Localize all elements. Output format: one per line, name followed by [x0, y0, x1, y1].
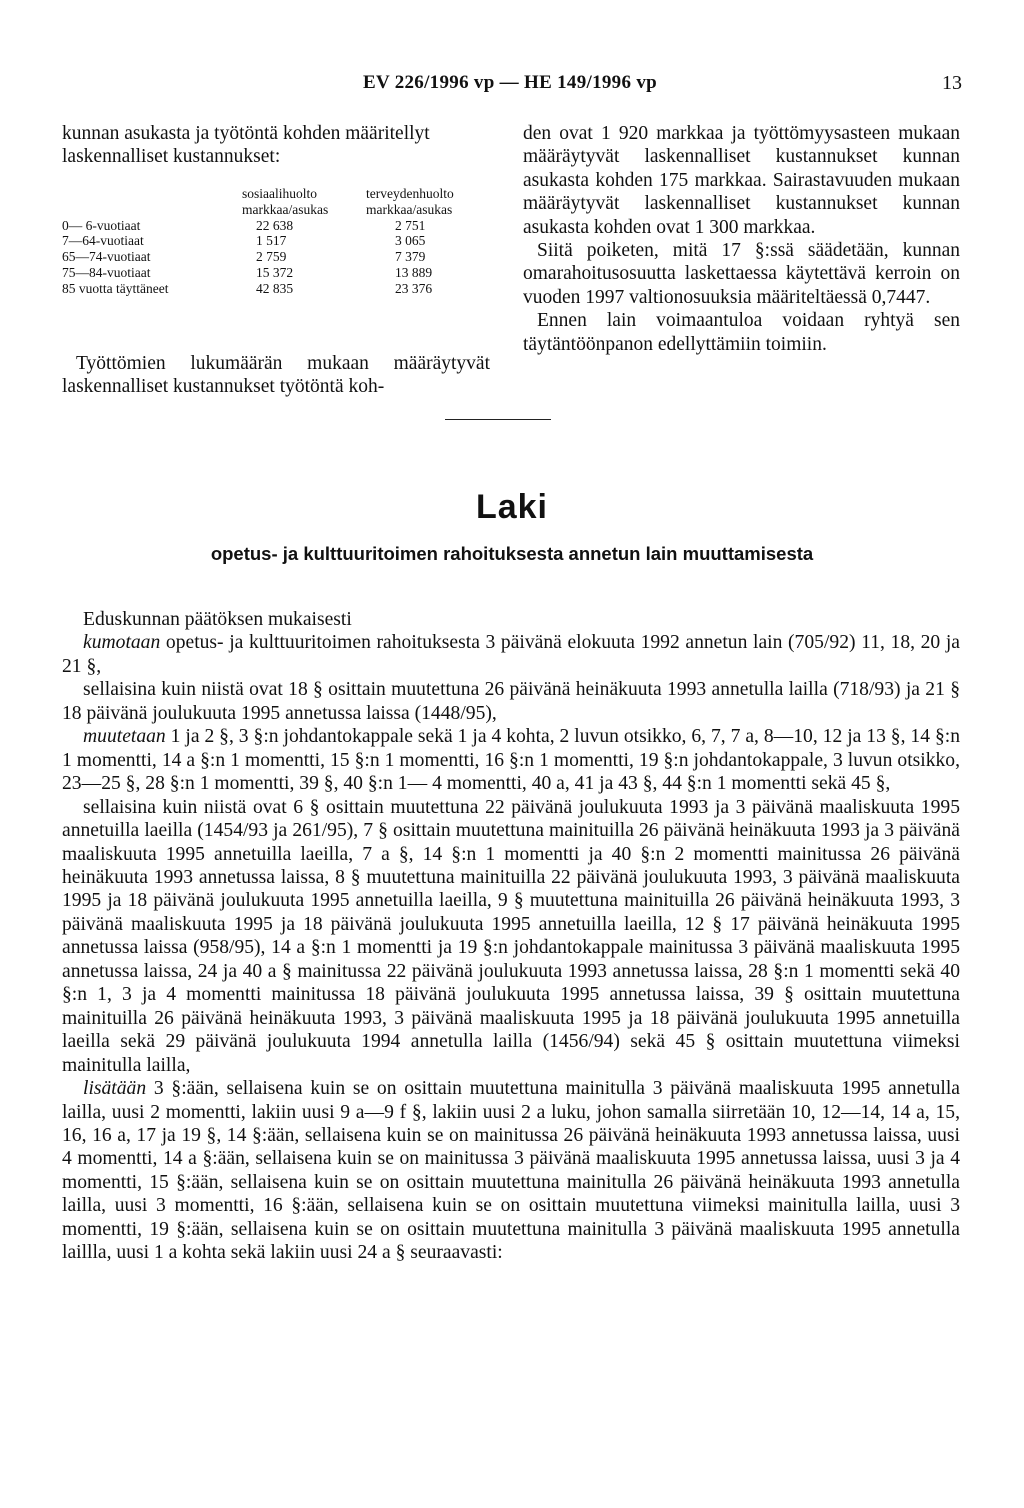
left-column-intro: [62, 122, 490, 169]
amend-paragraph: [62, 725, 960, 795]
row-value-health: 7 379: [395, 249, 426, 265]
amend-text: 1 ja 2 §, 3 §:n johdantokappale sekä 1 ja 4 kohta, 2 luvun otsikko, 6, 7, 7 a, 8—10, 12 ja 13 §, 14 §:n 1 momentti, 14 a §:n 1 momentti, 15 §:n 1 momentti, 16 §:n 1 momentti, 19 §:n johdantokappale, 3 luvun otsikko, 23—25 §, 28 §:n 1 momentti, 39 §, 40 §:n 1— 4 momentti, 40 a, 41 ja 43 §, 44 §:n 1 momentti sekä 45 §,: [62, 726, 960, 795]
row-label: 75—84-vuotiaat: [62, 264, 151, 280]
table-row: [62, 218, 492, 234]
row-label: 7—64-vuotiaat: [62, 233, 144, 249]
row-value-health: 3 065: [395, 233, 426, 249]
add-paragraph: [62, 1077, 960, 1265]
right-paragraph-3: Ennen lain voimaantuloa voidaan ryhtyä sen täytäntöönpanon edellyttämiin toimiin.: [523, 310, 960, 355]
row-value-social: 2 759: [256, 249, 287, 265]
row-value-social: 15 372: [256, 264, 294, 280]
table-header-row-2: [62, 202, 492, 218]
running-header-title: EV 226/1996 vp — HE 149/1996 vp: [363, 72, 657, 93]
row-value-social: 22 638: [256, 217, 294, 233]
page-header: [0, 72, 1024, 102]
right-paragraph-2: Siitä poiketen, mitä 17 §:ssä säädetään, kunnan omarahoitusosuutta laskettaessa käytettävä kerroin on vuoden 1997 valtionosuuksia määriteltäessä 0,7447.: [523, 240, 960, 308]
col2-header-line1: terveydenhuolto: [366, 186, 454, 201]
law-subtitle: opetus- ja kulttuuritoimen rahoituksesta annetun lain muuttamisesta: [210, 543, 814, 564]
law-body: [62, 608, 960, 1265]
row-value-health: 13 889: [395, 264, 433, 280]
right-column: [523, 122, 960, 356]
table-header-row-1: [62, 186, 492, 202]
repeal-paragraph: [62, 631, 960, 678]
add-text: 3 §:ään, sellaisena kuin se on osittain muutettuna mainitulla 3 päivänä maaliskuuta 1995 annetulla lailla, uusi 2 momentti, lakiin uusi 9 a—9 f §, lakiin uusi 2 a luku, johon samalla siirretään 10, 12—14, 14 a, 15, 16, 16 a, 17 ja 19 §, 14 §:ään, sellaisena kuin se on mainitussa 26 päivänä heinäkuuta 1993 annetussa laissa, uusi 4 momentti, 14 a §:ään, sellaisena kuin se on mainitussa 3 päivänä maaliskuuta 1995 annetussa laissa, uusi 3 ja 4 momentti, 15 §:ään, sellaisena kuin se on osittain muutettuna mainitulla 26 päivänä heinäkuuta 1993 annetulla lailla, uusi 3 momentti, 16 §:ään, sellaisena kuin se on osittain muutettuna viimeksi mainitulla lailla, uusi 3 momentti, 19 §:ään, sellaisena kuin se on osittain muutettuna mainitulla 3 päivänä maaliskuuta 1995 annetulla laillla, uusi 1 a kohta sekä lakiin uusi 24 a § seuraavasti:: [62, 1078, 960, 1264]
row-value-social: 42 835: [256, 280, 294, 296]
row-label: 85 vuotta täyttäneet: [62, 280, 169, 296]
left-column-after-table: [62, 352, 490, 399]
amend-details-paragraph: sellaisina kuin niistä ovat 6 § osittain muutettuna 22 päivänä joulukuuta 1993 ja 3 päivänä maaliskuuta 1995 annetuilla laeilla (1454/93 ja 261/95), 7 § osittain muutettuna mainituilla 26 päivänä heinäkuuta 1993 ja 3 päivänä maaliskuuta 1995 annetuilla laeilla, 7 a §, 14 §:n 1 momentti ja 40 §:n 2 momentti mainitussa 26 päivänä heinäkuuta 1993 annetussa laissa, 8 § muutettuna mainituilla 22 päivänä joulukuuta 1993, 3 päivänä maaliskuuta 1995 ja 18 päivänä joulukuuta 1995 annetuilla laeilla, 9 § muutettuna mainituilla 26 päivänä heinäkuuta 1993, 3 päivänä maaliskuuta 1995 ja 18 päivänä joulukuuta 1995 annetuilla laeilla, 12 § 17 päivänä heinäkuuta 1995 annetussa laissa (958/95), 14 a §:n 1 momentti ja 19 §:n johdantokappale mainitussa 3 päivänä maaliskuuta 1995 annetussa laissa, 24 ja 40 a § mainitussa 22 päivänä joulukuuta 1993 annetussa laissa, 28 §:n 1 momentti sekä 40 §:n 1, 3 ja 4 momentti mainitussa 18 päivänä joulukuuta 1995 annetussa laissa, 39 § osittain muutettuna mainituilla 26 päivänä heinäkuuta 1993, 3 päivänä maaliskuuta 1995 ja 18 päivänä joulukuuta 1995 annetuilla laeilla sekä 29 päivänä joulukuuta 1994 annetulla lailla (1456/94) sekä 45 § osittain muutettuna viimeksi mainitulla lailla,: [62, 796, 960, 1076]
enactment-clause: Eduskunnan päätöksen mukaisesti: [83, 609, 352, 630]
row-value-health: 2 751: [395, 217, 426, 233]
row-value-social: 1 517: [256, 233, 287, 249]
unemployed-cost-paragraph: Työttömien lukumäärän mukaan määräytyvät laskennalliset kustannukset työtöntä koh-: [62, 353, 490, 398]
add-lead-word: lisätään: [83, 1078, 147, 1100]
repeal-details-paragraph: sellaisina kuin niistä ovat 18 § osittain muutettuna 26 päivänä heinäkuuta 1993 annetulla lailla (718/93) ja 21 § 18 päivänä joulukuuta 1995 annetussa laissa (1448/95),: [62, 679, 960, 724]
section-divider: [445, 419, 551, 420]
amend-lead-word: muutetaan: [83, 726, 166, 748]
col1-header-line1: sosiaalihuolto: [242, 186, 317, 201]
row-label: 65—74-vuotiaat: [62, 249, 151, 265]
right-paragraph-1: den ovat 1 920 markkaa ja työttömyysasteen mukaan määräytyvät laskennalliset kustannukset kunnan asukasta kohden 175 markkaa. Sairastavuuden mukaan määräytyvät laskennalliset kustannukset kunnan asukasta kohden ovat 1 300 markkaa.: [523, 123, 960, 238]
repeal-lead-word: kumotaan: [83, 632, 161, 654]
col2-header-line2: markkaa/asukas: [366, 201, 453, 217]
row-value-health: 23 376: [395, 280, 433, 296]
page-number: 13: [942, 72, 962, 94]
cost-table: [62, 186, 492, 297]
law-title: Laki: [475, 488, 549, 526]
table-row: [62, 265, 492, 281]
left-intro-paragraph: kunnan asukasta ja työtöntä kohden määritellyt laskennalliset kustannukset:: [62, 123, 430, 168]
table-row: [62, 281, 492, 297]
col1-header-line2: markkaa/asukas: [242, 201, 329, 217]
table-row: [62, 249, 492, 265]
row-label: 0— 6-vuotiaat: [62, 217, 141, 233]
repeal-text: opetus- ja kulttuuritoimen rahoituksesta 3 päivänä elokuuta 1992 annetun lain (705/92) 11, 18, 20 ja 21 §,: [62, 632, 960, 677]
table-row: [62, 233, 492, 249]
